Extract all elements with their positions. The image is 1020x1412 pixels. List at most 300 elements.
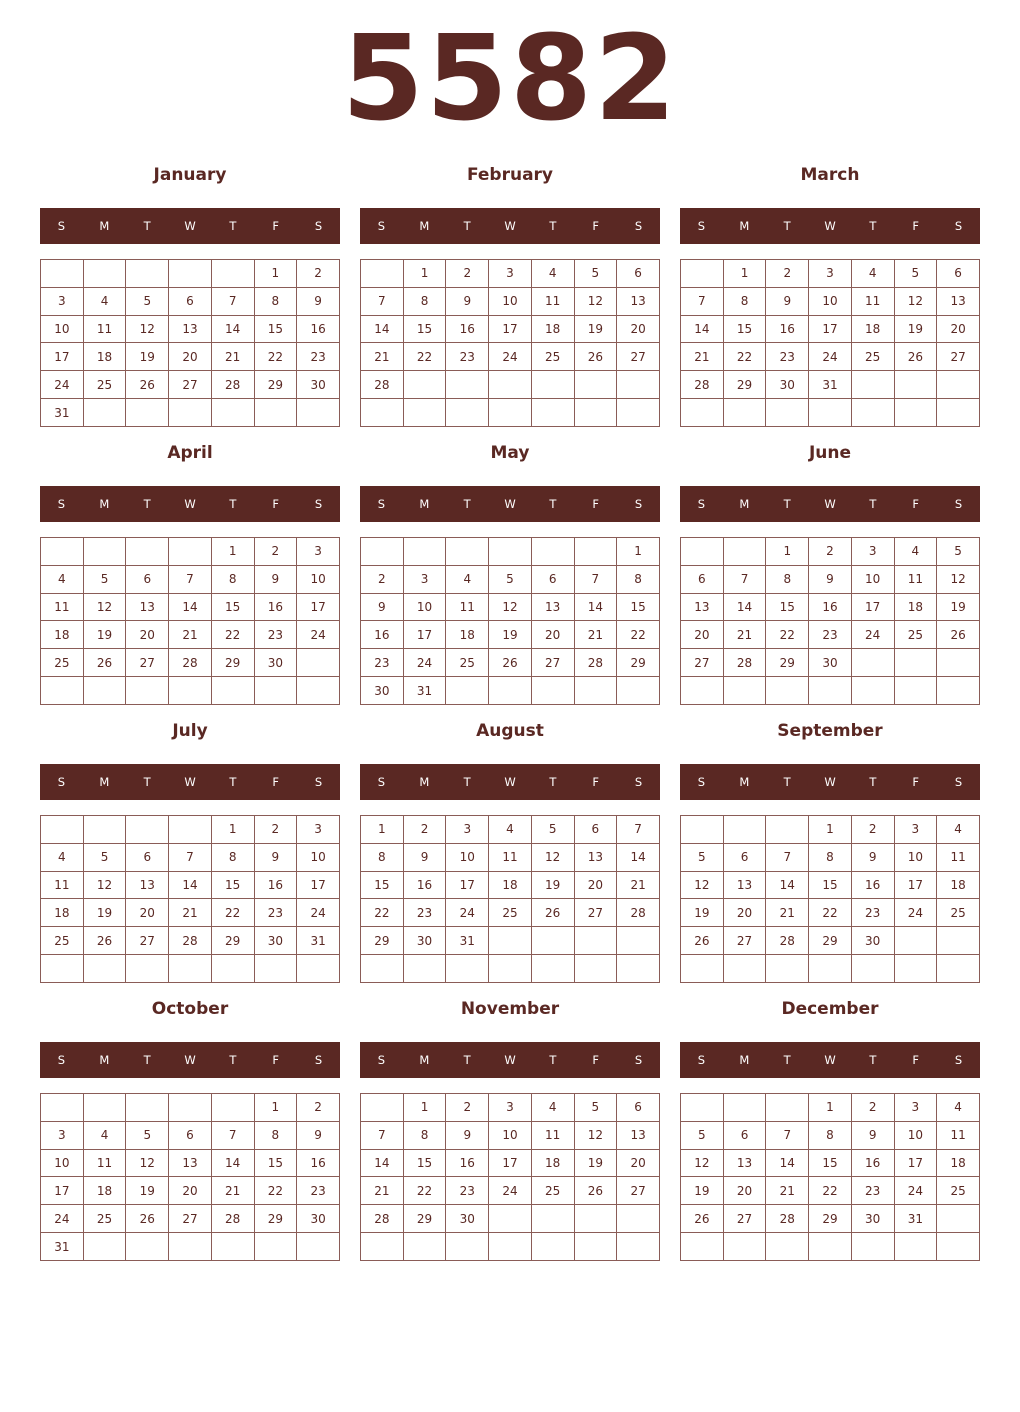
day-cell: 1: [766, 538, 809, 566]
empty-day-cell: [531, 371, 574, 399]
day-cell: 19: [489, 621, 532, 649]
day-grid: [360, 259, 660, 427]
day-cell: 6: [617, 1094, 660, 1122]
empty-day-cell: [574, 677, 617, 705]
empty-day-cell: [617, 1233, 660, 1261]
day-cell: 13: [169, 315, 212, 343]
day-cell: 1: [809, 816, 852, 844]
month-february: [360, 162, 660, 438]
day-cell: 11: [446, 593, 489, 621]
day-cell: 30: [297, 1205, 340, 1233]
day-cell: 5: [574, 1094, 617, 1122]
day-cell: 18: [446, 621, 489, 649]
week-row: [681, 816, 980, 844]
day-cell: 14: [681, 315, 724, 343]
day-cell: 23: [297, 343, 340, 371]
day-cell: 14: [766, 871, 809, 899]
day-cell: 15: [617, 593, 660, 621]
empty-day-cell: [766, 955, 809, 983]
empty-day-cell: [574, 399, 617, 427]
empty-day-cell: [894, 399, 937, 427]
day-cell: 4: [851, 260, 894, 288]
week-row: [681, 1233, 980, 1261]
day-cell: 27: [126, 927, 169, 955]
day-cell: 27: [169, 371, 212, 399]
day-cell: 4: [531, 1094, 574, 1122]
day-cell: 19: [531, 871, 574, 899]
day-cell: 14: [361, 1149, 404, 1177]
day-cell: 27: [681, 649, 724, 677]
month-name: December: [781, 999, 879, 1019]
week-row: [41, 899, 340, 927]
day-cell: 15: [211, 593, 254, 621]
day-cell: 28: [211, 1205, 254, 1233]
week-row: [41, 371, 340, 399]
day-cell: 25: [531, 343, 574, 371]
empty-day-cell: [126, 399, 169, 427]
empty-day-cell: [169, 1094, 212, 1122]
week-row: [41, 593, 340, 621]
day-cell: 7: [574, 565, 617, 593]
day-cell: 26: [574, 1177, 617, 1205]
weekday-label: T: [549, 219, 557, 233]
weekday-label: W: [824, 497, 836, 511]
day-cell: 21: [681, 343, 724, 371]
day-cell: 3: [809, 260, 852, 288]
day-cell: 27: [169, 1205, 212, 1233]
empty-day-cell: [851, 399, 894, 427]
day-cell: 6: [681, 565, 724, 593]
empty-day-cell: [446, 1233, 489, 1261]
day-cell: 16: [809, 593, 852, 621]
day-cell: 9: [297, 1121, 340, 1149]
day-cell: 27: [723, 1205, 766, 1233]
day-cell: 23: [446, 1177, 489, 1205]
day-cell: 30: [361, 677, 404, 705]
day-cell: 25: [937, 899, 980, 927]
day-cell: 25: [851, 343, 894, 371]
empty-day-cell: [361, 260, 404, 288]
weekday-label: M: [99, 775, 110, 789]
day-cell: 12: [489, 593, 532, 621]
day-cell: 26: [574, 343, 617, 371]
day-cell: 9: [297, 287, 340, 315]
empty-day-cell: [361, 1094, 404, 1122]
empty-day-cell: [83, 955, 126, 983]
empty-day-cell: [169, 399, 212, 427]
day-cell: 30: [809, 649, 852, 677]
weekday-label: T: [463, 219, 471, 233]
day-cell: 10: [297, 565, 340, 593]
empty-day-cell: [766, 677, 809, 705]
week-row: [361, 287, 660, 315]
week-row: [41, 260, 340, 288]
day-cell: 22: [403, 343, 446, 371]
empty-day-cell: [681, 260, 724, 288]
weekday-label: W: [184, 219, 196, 233]
day-cell: 2: [297, 1094, 340, 1122]
empty-day-cell: [531, 1205, 574, 1233]
empty-day-cell: [766, 1094, 809, 1122]
empty-day-cell: [574, 371, 617, 399]
empty-day-cell: [681, 1233, 724, 1261]
day-cell: 25: [937, 1177, 980, 1205]
week-row: [681, 593, 980, 621]
day-cell: 15: [361, 871, 404, 899]
weekday-label: W: [824, 219, 836, 233]
empty-day-cell: [446, 677, 489, 705]
empty-day-cell: [489, 955, 532, 983]
empty-day-cell: [851, 955, 894, 983]
weekday-label: S: [314, 219, 323, 233]
day-cell: 11: [894, 565, 937, 593]
day-cell: 11: [937, 1121, 980, 1149]
day-cell: 17: [851, 593, 894, 621]
weekday-label: T: [869, 497, 877, 511]
empty-day-cell: [41, 538, 84, 566]
empty-day-cell: [361, 1233, 404, 1261]
day-cell: 23: [254, 899, 297, 927]
day-cell: 17: [41, 343, 84, 371]
weekday-label: S: [57, 497, 66, 511]
week-row: [361, 565, 660, 593]
day-cell: 21: [211, 343, 254, 371]
day-cell: 19: [681, 899, 724, 927]
day-cell: 10: [894, 843, 937, 871]
day-cell: 7: [766, 1121, 809, 1149]
day-cell: 26: [531, 899, 574, 927]
day-cell: 28: [361, 371, 404, 399]
week-row: [41, 1121, 340, 1149]
week-row: [361, 538, 660, 566]
day-cell: 2: [446, 260, 489, 288]
day-cell: 20: [617, 1149, 660, 1177]
day-cell: 20: [169, 1177, 212, 1205]
empty-day-cell: [937, 677, 980, 705]
weekday-header: [360, 764, 660, 800]
week-row: [41, 955, 340, 983]
week-row: [361, 955, 660, 983]
empty-day-cell: [681, 677, 724, 705]
empty-day-cell: [723, 816, 766, 844]
empty-day-cell: [211, 677, 254, 705]
day-cell: 20: [574, 871, 617, 899]
empty-day-cell: [83, 1233, 126, 1261]
day-cell: 10: [41, 315, 84, 343]
month-november: [360, 996, 660, 1272]
empty-day-cell: [361, 538, 404, 566]
day-cell: 20: [126, 899, 169, 927]
weekday-label: S: [377, 497, 386, 511]
empty-day-cell: [361, 955, 404, 983]
week-row: [681, 899, 980, 927]
day-cell: 21: [766, 1177, 809, 1205]
empty-day-cell: [937, 1205, 980, 1233]
weekday-header: [40, 486, 340, 522]
empty-day-cell: [211, 955, 254, 983]
day-cell: 3: [489, 1094, 532, 1122]
empty-day-cell: [937, 649, 980, 677]
day-cell: 2: [403, 816, 446, 844]
week-row: [681, 565, 980, 593]
day-cell: 17: [41, 1177, 84, 1205]
empty-day-cell: [617, 1205, 660, 1233]
day-cell: 13: [681, 593, 724, 621]
weekday-label: S: [57, 1053, 66, 1067]
day-cell: 9: [361, 593, 404, 621]
empty-day-cell: [937, 1233, 980, 1261]
weekday-label: S: [57, 775, 66, 789]
day-cell: 3: [297, 816, 340, 844]
day-cell: 25: [83, 371, 126, 399]
empty-day-cell: [766, 1233, 809, 1261]
month-name: February: [466, 165, 554, 185]
day-cell: 5: [937, 538, 980, 566]
day-cell: 4: [937, 1094, 980, 1122]
empty-day-cell: [297, 1233, 340, 1261]
empty-day-cell: [254, 955, 297, 983]
day-cell: 7: [169, 843, 212, 871]
day-cell: 19: [574, 315, 617, 343]
empty-day-cell: [531, 399, 574, 427]
weekday-label: F: [912, 1053, 920, 1067]
day-cell: 18: [937, 871, 980, 899]
empty-day-cell: [617, 399, 660, 427]
day-cell: 3: [894, 1094, 937, 1122]
day-cell: 15: [809, 1149, 852, 1177]
day-cell: 11: [83, 1149, 126, 1177]
day-cell: 22: [403, 1177, 446, 1205]
day-cell: 3: [446, 816, 489, 844]
day-cell: 1: [809, 1094, 852, 1122]
weekday-header: [40, 764, 340, 800]
empty-day-cell: [809, 955, 852, 983]
day-cell: 16: [254, 593, 297, 621]
day-cell: 4: [894, 538, 937, 566]
day-cell: 5: [83, 843, 126, 871]
empty-day-cell: [41, 816, 84, 844]
day-cell: 28: [211, 371, 254, 399]
day-cell: 9: [766, 287, 809, 315]
weekday-label: M: [739, 497, 750, 511]
day-cell: 10: [403, 593, 446, 621]
week-row: [681, 371, 980, 399]
day-cell: 8: [211, 843, 254, 871]
year-title: 5582: [341, 9, 679, 147]
day-grid: [680, 815, 980, 983]
day-cell: 19: [574, 1149, 617, 1177]
day-cell: 21: [361, 1177, 404, 1205]
empty-day-cell: [83, 260, 126, 288]
day-cell: 4: [937, 816, 980, 844]
weekday-label: T: [869, 1053, 877, 1067]
day-cell: 19: [83, 899, 126, 927]
day-cell: 10: [894, 1121, 937, 1149]
day-grid: [360, 537, 660, 705]
week-row: [41, 843, 340, 871]
week-row: [681, 1121, 980, 1149]
day-cell: 26: [489, 649, 532, 677]
empty-day-cell: [126, 677, 169, 705]
day-cell: 10: [489, 1121, 532, 1149]
weekday-label: W: [504, 219, 516, 233]
weekday-label: T: [229, 219, 237, 233]
day-cell: 7: [211, 287, 254, 315]
day-cell: 29: [809, 927, 852, 955]
day-cell: 11: [41, 593, 84, 621]
day-cell: 17: [297, 593, 340, 621]
day-cell: 10: [809, 287, 852, 315]
day-cell: 18: [83, 1177, 126, 1205]
weekday-label: M: [99, 219, 110, 233]
empty-day-cell: [126, 260, 169, 288]
day-grid: [360, 1093, 660, 1261]
weekday-label: S: [314, 775, 323, 789]
day-cell: 21: [169, 621, 212, 649]
empty-day-cell: [723, 399, 766, 427]
weekday-label: F: [272, 497, 280, 511]
day-cell: 28: [361, 1205, 404, 1233]
day-cell: 17: [446, 871, 489, 899]
weekday-label: M: [419, 497, 430, 511]
day-cell: 30: [254, 649, 297, 677]
day-cell: 25: [41, 927, 84, 955]
day-cell: 2: [254, 538, 297, 566]
day-cell: 6: [617, 260, 660, 288]
weekday-label: M: [419, 775, 430, 789]
day-cell: 24: [894, 899, 937, 927]
day-cell: 4: [489, 816, 532, 844]
empty-day-cell: [297, 649, 340, 677]
day-cell: 1: [403, 1094, 446, 1122]
weekday-label: S: [634, 1053, 643, 1067]
empty-day-cell: [574, 955, 617, 983]
day-cell: 19: [126, 343, 169, 371]
week-row: [361, 1094, 660, 1122]
day-cell: 16: [361, 621, 404, 649]
empty-day-cell: [766, 816, 809, 844]
week-row: [41, 621, 340, 649]
day-cell: 9: [851, 1121, 894, 1149]
empty-day-cell: [169, 955, 212, 983]
empty-day-cell: [723, 677, 766, 705]
weekday-label: F: [272, 1053, 280, 1067]
day-cell: 17: [894, 871, 937, 899]
weekday-label: S: [954, 219, 963, 233]
weekday-label: W: [504, 1053, 516, 1067]
day-cell: 12: [83, 593, 126, 621]
day-cell: 20: [937, 315, 980, 343]
day-cell: 28: [766, 927, 809, 955]
day-cell: 24: [297, 899, 340, 927]
day-cell: 13: [169, 1149, 212, 1177]
day-cell: 29: [766, 649, 809, 677]
day-cell: 27: [574, 899, 617, 927]
week-row: [41, 816, 340, 844]
day-cell: 11: [489, 843, 532, 871]
empty-day-cell: [41, 1094, 84, 1122]
empty-day-cell: [41, 260, 84, 288]
weekday-label: T: [869, 219, 877, 233]
empty-day-cell: [681, 399, 724, 427]
day-cell: 8: [766, 565, 809, 593]
week-row: [361, 1121, 660, 1149]
day-cell: 18: [894, 593, 937, 621]
week-row: [41, 1094, 340, 1122]
day-cell: 6: [723, 1121, 766, 1149]
day-cell: 15: [211, 871, 254, 899]
day-grid: [680, 537, 980, 705]
empty-day-cell: [126, 1233, 169, 1261]
day-cell: 3: [297, 538, 340, 566]
day-cell: 27: [937, 343, 980, 371]
week-row: [41, 1149, 340, 1177]
day-cell: 2: [766, 260, 809, 288]
day-cell: 4: [41, 843, 84, 871]
day-cell: 12: [937, 565, 980, 593]
day-cell: 18: [937, 1149, 980, 1177]
week-row: [41, 538, 340, 566]
day-cell: 29: [617, 649, 660, 677]
empty-day-cell: [894, 677, 937, 705]
empty-day-cell: [723, 955, 766, 983]
day-cell: 6: [723, 843, 766, 871]
weekday-label: T: [143, 219, 151, 233]
weekday-label: M: [99, 497, 110, 511]
empty-day-cell: [809, 677, 852, 705]
week-row: [41, 343, 340, 371]
empty-day-cell: [489, 1233, 532, 1261]
weekday-label: F: [912, 219, 920, 233]
day-cell: 2: [446, 1094, 489, 1122]
empty-day-cell: [894, 927, 937, 955]
weekday-label: M: [419, 1053, 430, 1067]
week-row: [681, 1149, 980, 1177]
month-name: April: [167, 443, 213, 463]
empty-day-cell: [254, 399, 297, 427]
day-cell: 1: [254, 260, 297, 288]
weekday-label: T: [463, 1053, 471, 1067]
day-cell: 23: [297, 1177, 340, 1205]
day-cell: 14: [169, 593, 212, 621]
empty-day-cell: [83, 399, 126, 427]
day-cell: 8: [211, 565, 254, 593]
day-cell: 11: [531, 1121, 574, 1149]
day-cell: 14: [169, 871, 212, 899]
day-cell: 10: [297, 843, 340, 871]
day-cell: 12: [681, 1149, 724, 1177]
empty-day-cell: [211, 1233, 254, 1261]
month-october: [40, 996, 340, 1272]
empty-day-cell: [254, 677, 297, 705]
day-cell: 8: [254, 287, 297, 315]
day-cell: 7: [211, 1121, 254, 1149]
day-cell: 20: [617, 315, 660, 343]
weekday-header: [680, 208, 980, 244]
day-cell: 27: [617, 343, 660, 371]
empty-day-cell: [446, 371, 489, 399]
month-august: [360, 718, 660, 994]
day-cell: 1: [723, 260, 766, 288]
weekday-label: T: [549, 775, 557, 789]
empty-day-cell: [83, 538, 126, 566]
month-name: August: [476, 721, 544, 741]
week-row: [361, 315, 660, 343]
day-cell: 13: [723, 1149, 766, 1177]
day-cell: 3: [41, 287, 84, 315]
weekday-header: [360, 208, 660, 244]
weekday-label: T: [143, 1053, 151, 1067]
